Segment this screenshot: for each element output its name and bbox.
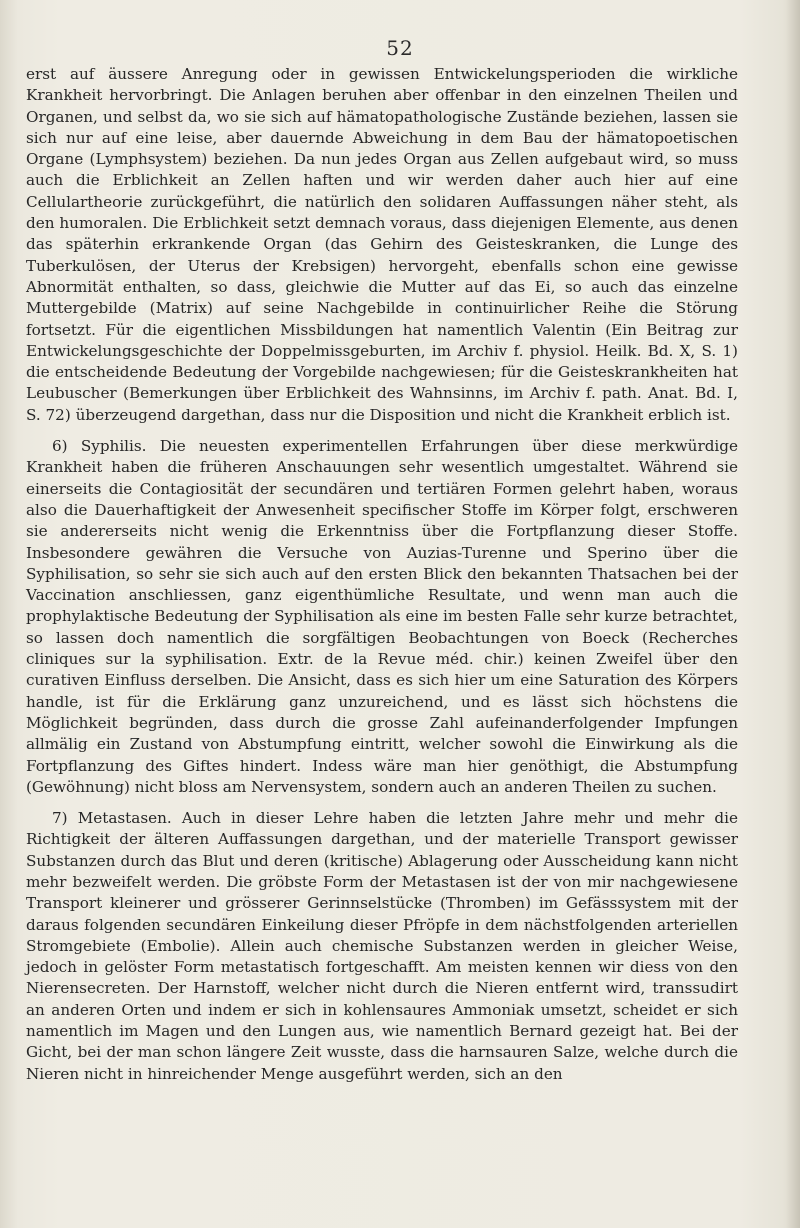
text-line: gewisser Substanzen durch das Blut und deren (kritische) Ablagerung oder Aus	[26, 830, 738, 870]
text-line: beziehen, lassen sie sich nur auf eine leise, aber dauernde Abweichung in dem Bau	[26, 107, 739, 147]
text-line: durch die Nieren nicht in hinreichender Menge ausgeführt werden, sich an den	[26, 1043, 738, 1083]
text-line: ist der von mir nachgewiesene Transport kleinerer und grösserer Gerinnselstücke	[26, 872, 738, 913]
text-line: man hier genöthigt, die Abstumpfung (Gewöhnung) nicht bloss am Nervensystem,	[26, 756, 738, 796]
paragraph-metastasen	[26, 808, 738, 1085]
text-line: sie einerseits die Contagiosität der secundären und tertiären Formen gelehrt haben,	[26, 458, 738, 498]
text-line: den daher auch hier auf eine Cellulartheorie zurückgeführt, die natürlich den soli	[26, 171, 739, 211]
text-line: Doppelmissgeburten, im Archiv f. physiol. Heilk. Bd. X, S. 1) die entscheidende	[26, 341, 738, 382]
text-line: Thatsachen bei der Vaccination anschliessen, ganz eigenthümliche Resultate, und	[26, 564, 739, 605]
text-line: liche Krankheit hervorbringt. Die Anlagen beruhen aber offenbar in den einzelnen	[26, 65, 738, 105]
text-line: Mutter auf das Ei, so auch das einzelne Muttergebilde (Matrix) auf seine Nachge	[26, 277, 738, 318]
text-line: Gehirn des Geisteskranken, die Lunge des Tuberkulösen, der Uterus der Krebsigen)	[26, 235, 738, 275]
text-line: sondern auch an anderen Theilen zu suchen.	[371, 777, 717, 796]
text-line: aufeinanderfolgender Impfungen allmälig ein Zustand von Abstumpfung eintritt, wel	[26, 713, 738, 754]
text-line: über die Syphilisation, so sehr sie sich auch auf den ersten Blick den bekannten	[26, 543, 738, 583]
text-line: Theilen und Organen, und selbst da, wo sie sich auf hämatopathologische Zustände	[26, 86, 738, 126]
text-line: keinen Zweifel über den curativen Einfluss derselben. Die Ansicht, dass es sich	[26, 650, 738, 690]
text-line: chemische Substanzen werden in gleicher Weise, jedoch in gelöster Form metasta	[26, 936, 738, 977]
text-line: (Thromben) im Gefässsystem mit der daraus folgenden secundären Einkeilung dieser	[26, 894, 738, 934]
text-line: cher sowohl die Einwirkung als die Fortpflanzung des Giftes hindert. Indess wäre	[26, 735, 738, 775]
text-line: überzeugend dargethan, dass nur die Disposition und nicht die Krankheit erblich ist.	[75, 405, 731, 424]
text-line: Krankheit haben die früheren Anschauungen sehr wesentlich umgestaltet. Während	[26, 458, 717, 477]
text-line: der hämatopoetischen Organe (Lymphsystem) beziehen. Da nun jedes Organ aus	[26, 128, 738, 169]
text-line: woraus also die Dauerhaftigkeit der Anwesenheit specifischer Stoffe im Körper folgt,	[26, 479, 738, 519]
text-line: voraus, dass diejenigen Elemente, aus denen das späterhin erkrankende Organ (das	[26, 214, 738, 254]
text-line: hier um eine Saturation des Körpers handle, ist für die Erklärung ganz unzureichend,	[26, 671, 738, 711]
text-line: lich im Magen und den Lungen aus, wie namentlich Bernard gezeigt hat. Bei der	[84, 1022, 738, 1041]
text-line: 7) Metastasen. Auch in dieser Lehre haben die letzten Jahre mehr und mehr	[52, 809, 715, 828]
text-line: von Boeck (Recherches cliniques sur la syphilisation. Extr. de la Revue méd. chir.)	[26, 628, 738, 669]
text-line: Falle sehr kurze betrachtet, so lassen doch namentlich die sorgfältigen Beobachtungen	[26, 607, 738, 647]
text-line: bilde in continuirlicher Reihe die Störung fortsetzt. Für die eigentlichen Miss	[26, 299, 739, 339]
paragraph-heredity	[26, 64, 738, 426]
body-text	[26, 64, 738, 1085]
text-line: hervorgeht, ebenfalls schon eine gewisse Abnormität enthalten, so dass, gleichwie die	[26, 256, 738, 296]
text-line: scheidung kann nicht mehr bezweifelt werden. Die gröbste Form der Metastasen	[26, 851, 738, 891]
text-line: (Bemerkungen über Erblichkeit des Wahnsinns, im Archiv f. path. Anat. Bd. I, S. 72)	[26, 384, 739, 424]
text-line: Gicht, bei der man schon längere Zeit wusste, dass die harnsauren Salze, welche	[26, 1043, 664, 1062]
text-line: erschweren sie andererseits nicht wenig die Erkenntniss über die Fortpflanzung die	[26, 500, 738, 541]
text-line: ser Stoffe. Insbesondere gewähren die Versuche von Auzias-Turenne und Sperino	[26, 522, 738, 562]
text-line: tisch fortgeschafft. Am meisten kennen wir diess von den Nierensecreten. Der	[26, 958, 738, 998]
text-line: wenn man auch die prophylaktische Bedeutung der Syphilisation als eine im besten	[26, 586, 738, 626]
text-line: Pfröpfe in dem nächstfolgenden arteriellen Stromgebiete (Embolie). Allein auch	[26, 915, 739, 955]
page-number: 52	[386, 36, 414, 60]
text-line: die Richtigkeit der älteren Auffassungen dargethan, und der materielle Transport	[26, 809, 738, 849]
text-line: Zellen aufgebaut wird, so muss auch die Erblichkeit an Zellen haften und wir wer	[26, 150, 738, 190]
page-edge-shadow	[786, 0, 800, 1228]
text-line: bildungen hat namentlich Valentin (Ein Beitrag zur Entwickelungsgeschichte der	[26, 320, 738, 360]
text-line: Harnstoff, welcher nicht durch die Nieren entfernt wird, transsudirt an anderen	[26, 979, 738, 1019]
paragraph-syphilis	[26, 436, 738, 798]
text-line: Bedeutung der Vorgebilde nachgewiesen; für die Geisteskrankheiten hat Leubuscher	[26, 363, 738, 403]
text-line: daren Auffassungen näher steht, als den humoralen. Die Erblichkeit setzt demnach	[26, 192, 738, 233]
text-line: 6) Syphilis. Die neuesten experimentellen Erfahrungen über diese merkwürdige	[52, 437, 738, 456]
text-line: Orten und indem er sich in kohlensaures Ammoniak umsetzt, scheidet er sich nament	[26, 1000, 738, 1041]
text-line: erst auf äussere Anregung oder in gewissen Entwickelungsperioden die wirk	[26, 65, 701, 83]
text-line: und es lässt sich höchstens die Möglichkeit begründen, dass durch die grosse Zahl	[26, 692, 738, 732]
